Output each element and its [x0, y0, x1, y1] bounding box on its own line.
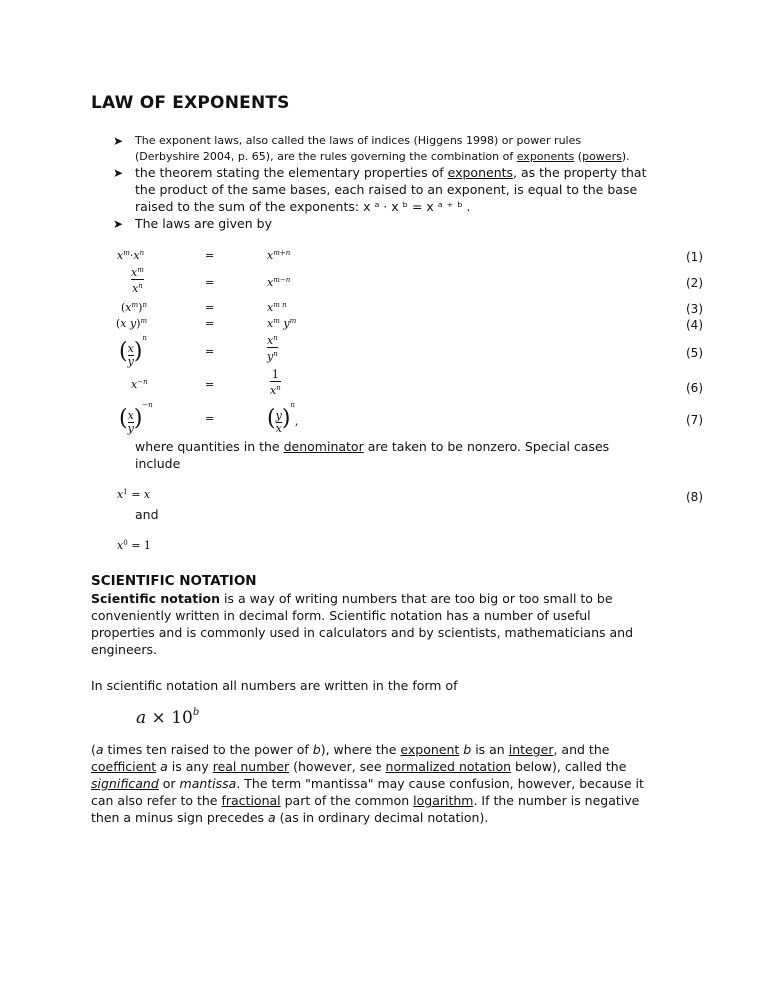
- integer-link[interactable]: integer: [508, 742, 554, 757]
- eq1-lhs: $x^m\cdot x^n$: [117, 249, 145, 262]
- page-title: LAW OF EXPONENTS: [91, 93, 290, 113]
- eq4-equals: =: [205, 317, 215, 330]
- normalized-notation-link[interactable]: normalized notation: [385, 759, 512, 774]
- denominator-note: where quantities in the denominator are taken to be nonzero. Special cases include: [135, 439, 610, 471]
- bullet-arrow-icon: ➤: [113, 134, 124, 148]
- eq7-lhs: ( $\frac{x}{y}$ )$^{-n}$: [119, 401, 153, 435]
- eq1-equals: =: [205, 249, 215, 262]
- eq2-number: (2): [686, 276, 703, 290]
- bullet-2: [135, 164, 680, 215]
- bullet-2-line-2: the product of the same bases, each raised to an exponent, is equal to the base: [135, 182, 638, 197]
- exponents-link-2[interactable]: exponents: [447, 165, 514, 180]
- real-number-link[interactable]: real number: [212, 759, 290, 774]
- bullet-arrow-icon: ➤: [113, 166, 124, 180]
- bullet-3: The laws are given by: [135, 216, 272, 231]
- eq8-number: (8): [686, 490, 703, 504]
- powers-link[interactable]: powers: [582, 150, 622, 163]
- eq3-lhs: $(x^m)^n$: [121, 301, 147, 314]
- eq8-lhs: $x^1 = x$: [117, 488, 151, 501]
- denominator-link[interactable]: denominator: [283, 439, 364, 454]
- eq7-number: (7): [686, 413, 703, 427]
- section-title-scientific-notation: SCIENTIFIC NOTATION: [91, 573, 257, 589]
- eq2-equals: =: [205, 276, 215, 289]
- scientific-notation-paragraph-2: In scientific notation all numbers are written in the form of: [91, 678, 458, 693]
- eq7-equals: =: [205, 412, 215, 425]
- scientific-notation-paragraph-1: Scientific notation is a way of writing numbers that are too big or too small to be conveniently written in decimal form. Scientific notation has a number of useful properties and is commonly used in calculators and by scientists, mathematicians and engineers.: [91, 591, 634, 657]
- eq6-number: (6): [686, 381, 703, 395]
- eq7-rhs: ( $\frac{y}{x}$ )$^n$,: [267, 401, 299, 435]
- eq5-rhs: $\frac{x^n}{y^n}$: [267, 334, 278, 363]
- logarithm-link[interactable]: logarithm: [413, 793, 474, 808]
- bullet-1: [135, 133, 680, 165]
- eq6-equals: =: [205, 378, 215, 391]
- bullet-2-line-1: the theorem stating the elementary properties of exponents, as the property that: [135, 165, 647, 180]
- bullet-arrow-icon: ➤: [113, 217, 124, 231]
- eq2-lhs: $\frac{x^m}{x^n}$: [131, 266, 144, 295]
- eq3-rhs: $x^{m n}$: [267, 301, 287, 314]
- scientific-notation-formula: $a \times 10^b$: [136, 707, 200, 728]
- eq1-number: (1): [686, 250, 703, 264]
- eq5-lhs: ( $\frac{x}{y}$ )$^n$: [119, 334, 147, 368]
- exponent-link[interactable]: exponent: [400, 742, 460, 757]
- coefficient-link[interactable]: coefficient: [91, 759, 157, 774]
- eq3-number: (3): [686, 302, 703, 316]
- bullet-2-line-3: raised to the sum of the exponents: x ᵃ · x ᵇ = x ᵃ ⁺ ᵇ .: [135, 199, 471, 214]
- significand-link[interactable]: significand: [91, 776, 159, 791]
- eq1-rhs: $x^{m+n}$: [267, 249, 291, 262]
- eq4-lhs: (x y)$^m$: [116, 317, 148, 330]
- eq5-number: (5): [686, 346, 703, 360]
- fractional-link[interactable]: fractional: [221, 793, 281, 808]
- eq5-equals: =: [205, 345, 215, 358]
- eq4-rhs: $x^m$ $y^m$: [267, 317, 297, 330]
- eq6-rhs: $\frac{1}{x^n}$: [270, 368, 281, 397]
- eq9-zero-power: $x^0 = 1$: [117, 539, 151, 552]
- eq2-rhs: $x^{m-n}$: [267, 276, 291, 289]
- exponents-link[interactable]: exponents: [516, 150, 575, 163]
- scientific-notation-paragraph-3: (a times ten raised to the power of b), where the exponent b is an integer, and the coefficient a is any real number (however, see normalized notation below), called the significand or mantissa. The term "mantissa" may cause confusion, however, because it can also refer to the fractional part of the common logarithm. If the number is negative then a minus sign precedes a (as in ordinary decimal notation).: [91, 742, 644, 825]
- eq6-lhs: $x^{-n}$: [131, 378, 148, 391]
- eq4-number: (4): [686, 318, 703, 332]
- eq3-equals: =: [205, 301, 215, 314]
- bullet-1-line-1: The exponent laws, also called the laws of indices (Higgens 1998) or power rules: [135, 134, 582, 147]
- bullet-1-line-2: (Derbyshire 2004, p. 65), are the rules governing the combination of exponents (powers).: [135, 150, 630, 163]
- and-text: and: [135, 507, 159, 522]
